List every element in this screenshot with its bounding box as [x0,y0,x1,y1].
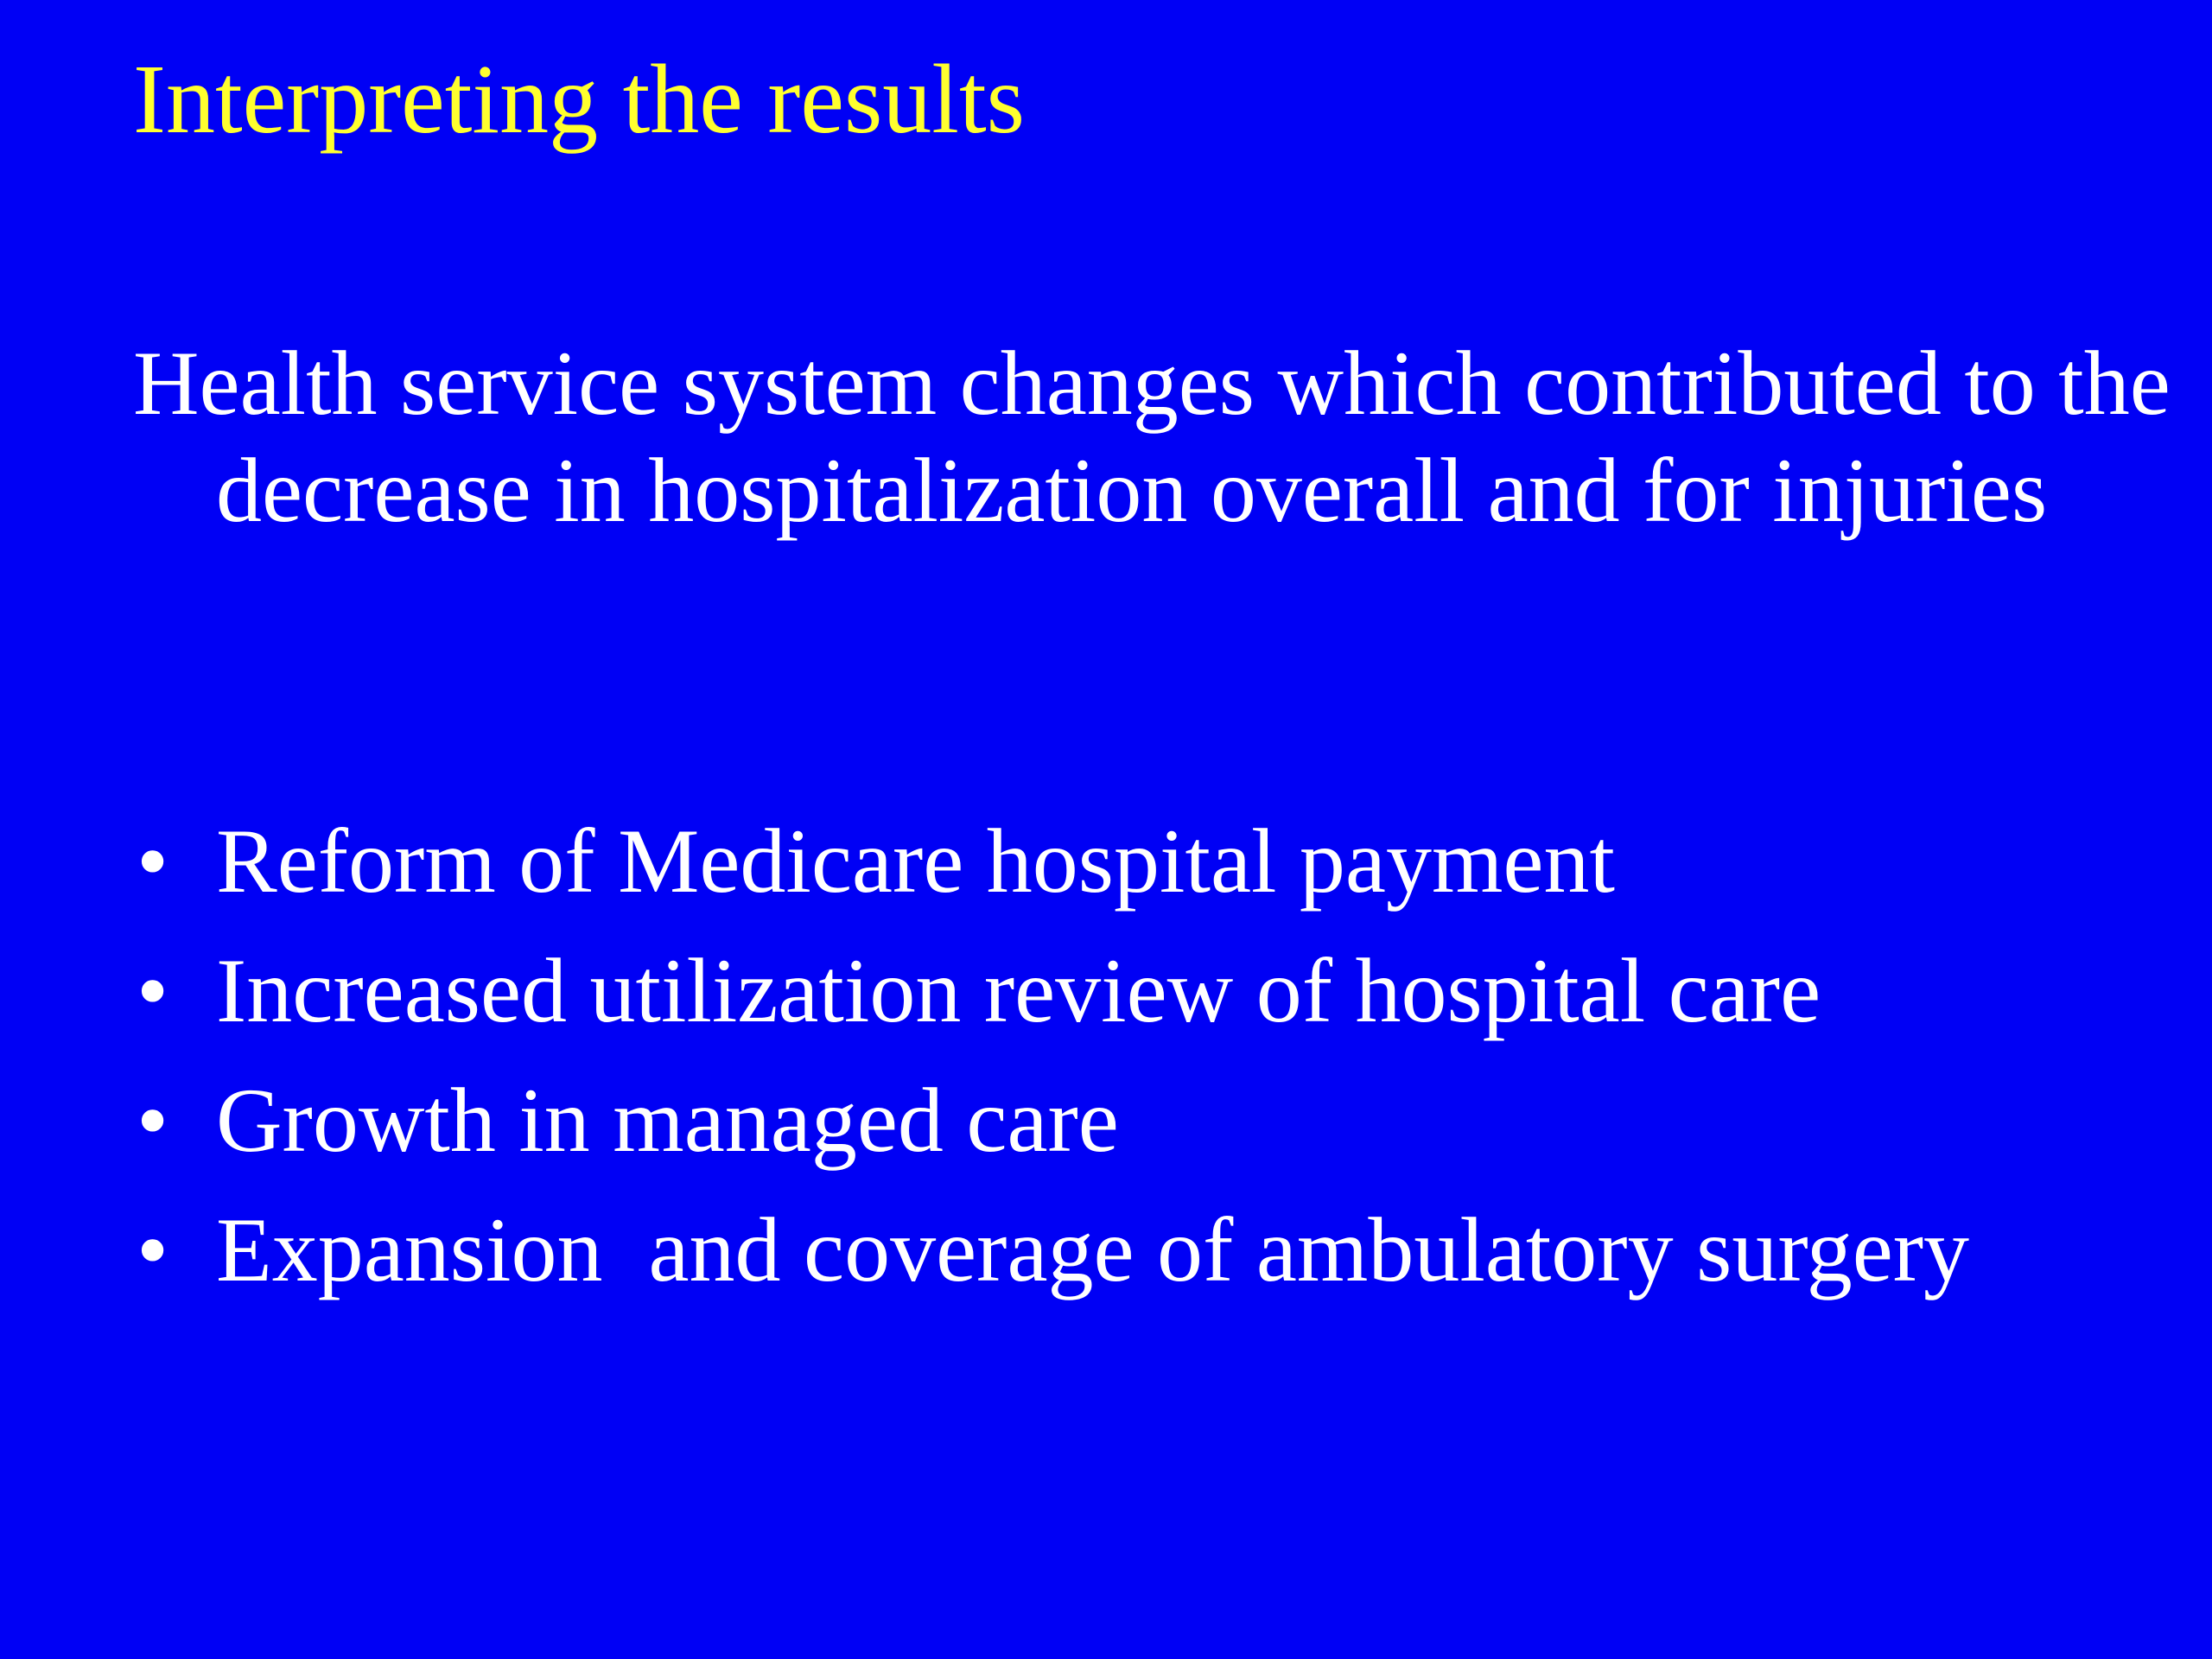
bullet-item-medicare-reform [133,808,2120,915]
bullet-text: Growth in managed care [216,1070,1119,1171]
bullet-dot-icon: • [137,940,169,1041]
bullet-item-utilization-review [133,938,2120,1045]
bullet-dot-icon: • [137,810,169,912]
bullet-text: Expansion and coverage of ambulatory surgery [216,1199,1970,1300]
bullet-item-ambulatory-surgery [133,1197,2120,1304]
bullet-list [133,808,2120,1326]
bullet-item-managed-care [133,1067,2120,1174]
bullet-dot-icon: • [137,1199,169,1300]
bullet-text: Reform of Medicare hospital payment [216,810,1615,912]
bullet-text: Increased utilization review of hospital care [216,940,1821,1041]
slide-title: Interpreting the results [133,44,1026,154]
bullet-dot-icon: • [137,1070,169,1171]
lead-paragraph: Health service system changes which contributed to the decrease in hospitalization overall and for injuries [133,333,2171,541]
